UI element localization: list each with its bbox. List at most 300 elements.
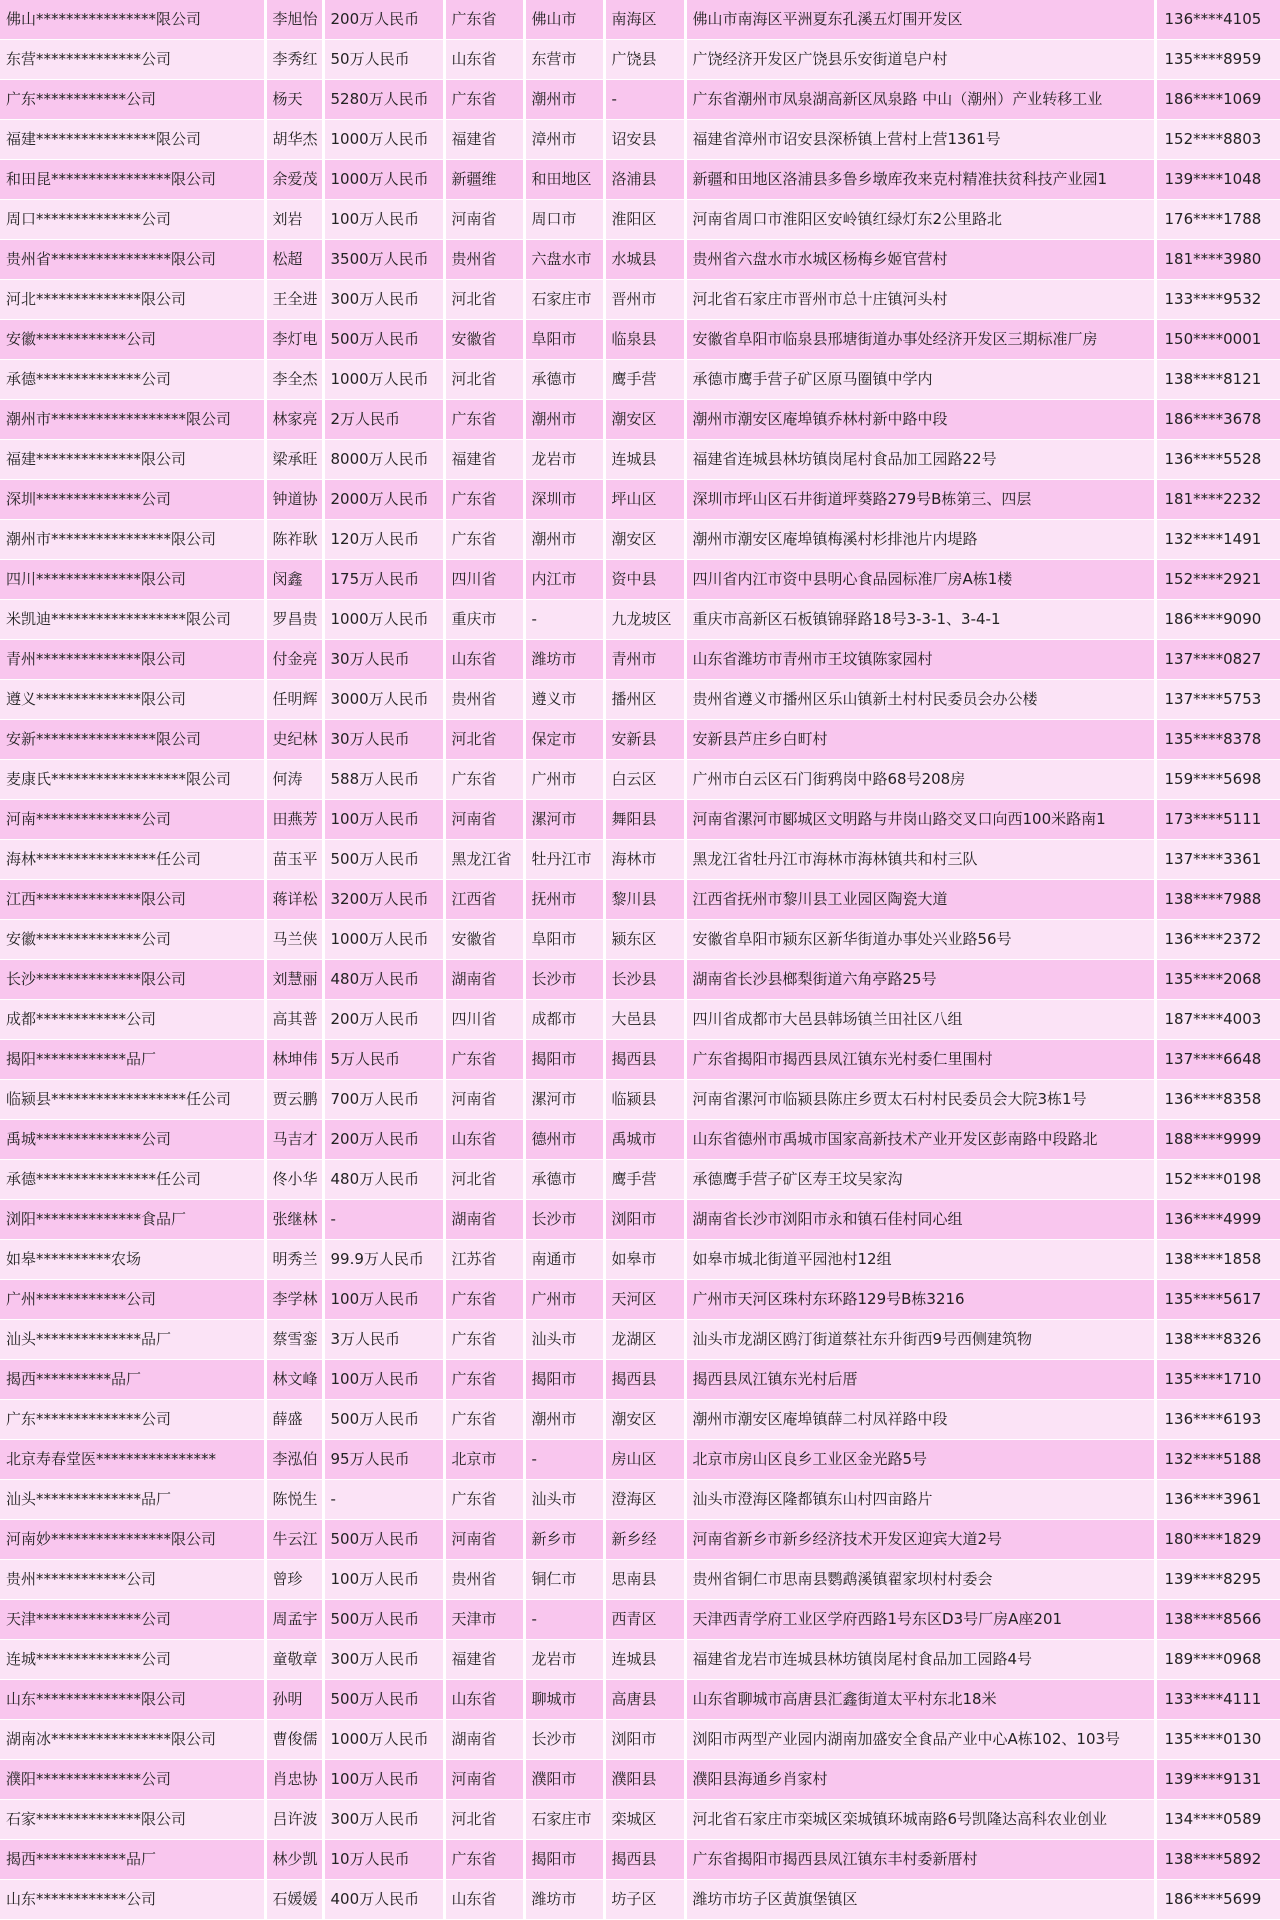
- table-row: [0, 280, 1280, 320]
- phone-cell: 186****5699: [1155, 1880, 1280, 1920]
- phone-cell: 150****0001: [1155, 320, 1280, 360]
- registered-capital-cell: 1000万人民币: [323, 1720, 444, 1760]
- company-name-cell: 汕头**************品厂: [0, 1480, 265, 1520]
- district-cell: 九龙坡区: [604, 600, 685, 640]
- legal-person-cell: 林文峰: [265, 1360, 323, 1400]
- district-cell: 舞阳县: [604, 800, 685, 840]
- city-cell: 承德市: [524, 1160, 604, 1200]
- city-cell: 长沙市: [524, 1200, 604, 1240]
- phone-cell: 136****3961: [1155, 1480, 1280, 1520]
- city-cell: 揭阳市: [524, 1360, 604, 1400]
- district-cell: 白云区: [604, 760, 685, 800]
- legal-person-cell: 高其普: [265, 1000, 323, 1040]
- city-cell: 保定市: [524, 720, 604, 760]
- city-cell: 新乡市: [524, 1520, 604, 1560]
- province-cell: 广东省: [444, 400, 524, 440]
- district-cell: 浏阳市: [604, 1200, 685, 1240]
- address-cell: 广州市天河区珠村东环路129号B栋3216: [685, 1280, 1155, 1320]
- registered-capital-cell: 700万人民币: [323, 1080, 444, 1120]
- legal-person-cell: 曾珍: [265, 1560, 323, 1600]
- province-cell: 重庆市: [444, 600, 524, 640]
- address-cell: 汕头市澄海区隆都镇东山村四亩路片: [685, 1480, 1155, 1520]
- address-cell: 安徽省阜阳市临泉县邢塘街道办事处经济开发区三期标准厂房: [685, 320, 1155, 360]
- address-cell: 河南省新乡市新乡经济技术开发区迎宾大道2号: [685, 1520, 1155, 1560]
- table-row: [0, 0, 1280, 40]
- legal-person-cell: 松超: [265, 240, 323, 280]
- city-cell: -: [524, 1440, 604, 1480]
- phone-cell: 173****5111: [1155, 800, 1280, 840]
- address-cell: 贵州省遵义市播州区乐山镇新土村村民委员会办公楼: [685, 680, 1155, 720]
- district-cell: 天河区: [604, 1280, 685, 1320]
- address-cell: 湖南省长沙市浏阳市永和镇石佳村同心组: [685, 1200, 1155, 1240]
- phone-cell: 138****5892: [1155, 1840, 1280, 1880]
- phone-cell: 152****8803: [1155, 120, 1280, 160]
- district-cell: -: [604, 80, 685, 120]
- company-name-cell: 山东**************限公司: [0, 1680, 265, 1720]
- legal-person-cell: 苗玉平: [265, 840, 323, 880]
- registered-capital-cell: 300万人民币: [323, 1800, 444, 1840]
- table-row: [0, 1360, 1280, 1400]
- address-cell: 四川省内江市资中县明心食品园标准厂房A栋1楼: [685, 560, 1155, 600]
- district-cell: 海林市: [604, 840, 685, 880]
- legal-person-cell: 刘慧丽: [265, 960, 323, 1000]
- company-name-cell: 湖南冰****************限公司: [0, 1720, 265, 1760]
- company-name-cell: 福建****************限公司: [0, 120, 265, 160]
- company-name-cell: 禹城**************公司: [0, 1120, 265, 1160]
- phone-cell: 133****9532: [1155, 280, 1280, 320]
- company-name-cell: 佛山****************限公司: [0, 0, 265, 40]
- company-name-cell: 濮阳**************公司: [0, 1760, 265, 1800]
- phone-cell: 138****7988: [1155, 880, 1280, 920]
- legal-person-cell: 钟道协: [265, 480, 323, 520]
- province-cell: 江苏省: [444, 1240, 524, 1280]
- registered-capital-cell: 175万人民币: [323, 560, 444, 600]
- legal-person-cell: 任明辉: [265, 680, 323, 720]
- city-cell: 阜阳市: [524, 320, 604, 360]
- phone-cell: 133****4111: [1155, 1680, 1280, 1720]
- province-cell: 湖南省: [444, 960, 524, 1000]
- province-cell: 广东省: [444, 1040, 524, 1080]
- province-cell: 安徽省: [444, 320, 524, 360]
- city-cell: 抚州市: [524, 880, 604, 920]
- phone-cell: 136****4999: [1155, 1200, 1280, 1240]
- province-cell: 河南省: [444, 1080, 524, 1120]
- company-name-cell: 长沙**************限公司: [0, 960, 265, 1000]
- company-name-cell: 如皋**********农场: [0, 1240, 265, 1280]
- company-name-cell: 承德**************公司: [0, 360, 265, 400]
- phone-cell: 137****5753: [1155, 680, 1280, 720]
- address-cell: 江西省抚州市黎川县工业园区陶瓷大道: [685, 880, 1155, 920]
- phone-cell: 135****2068: [1155, 960, 1280, 1000]
- table-row: [0, 360, 1280, 400]
- table-row: [0, 1400, 1280, 1440]
- province-cell: 广东省: [444, 1480, 524, 1520]
- city-cell: 汕头市: [524, 1480, 604, 1520]
- company-name-cell: 承德****************任公司: [0, 1160, 265, 1200]
- phone-cell: 159****5698: [1155, 760, 1280, 800]
- legal-person-cell: 牛云江: [265, 1520, 323, 1560]
- registered-capital-cell: 500万人民币: [323, 1520, 444, 1560]
- address-cell: 广东省揭阳市揭西县凤江镇东丰村委新厝村: [685, 1840, 1155, 1880]
- district-cell: 澄海区: [604, 1480, 685, 1520]
- province-cell: 河北省: [444, 280, 524, 320]
- phone-cell: 139****1048: [1155, 160, 1280, 200]
- city-cell: 铜仁市: [524, 1560, 604, 1600]
- registered-capital-cell: 120万人民币: [323, 520, 444, 560]
- province-cell: 江西省: [444, 880, 524, 920]
- district-cell: 黎川县: [604, 880, 685, 920]
- registered-capital-cell: 5280万人民币: [323, 80, 444, 120]
- registered-capital-cell: 400万人民币: [323, 1880, 444, 1920]
- address-cell: 河南省漯河市郾城区文明路与井岗山路交叉口向西100米路南1: [685, 800, 1155, 840]
- company-name-cell: 北京寿春堂医****************: [0, 1440, 265, 1480]
- province-cell: 福建省: [444, 440, 524, 480]
- district-cell: 安新县: [604, 720, 685, 760]
- legal-person-cell: 付金亮: [265, 640, 323, 680]
- company-name-cell: 潮州市******************限公司: [0, 400, 265, 440]
- phone-cell: 137****6648: [1155, 1040, 1280, 1080]
- province-cell: 广东省: [444, 1400, 524, 1440]
- legal-person-cell: 马吉才: [265, 1120, 323, 1160]
- province-cell: 安徽省: [444, 920, 524, 960]
- legal-person-cell: 林少凯: [265, 1840, 323, 1880]
- registered-capital-cell: 1000万人民币: [323, 600, 444, 640]
- phone-cell: 136****8358: [1155, 1080, 1280, 1120]
- district-cell: 高唐县: [604, 1680, 685, 1720]
- company-name-cell: 浏阳**************食品厂: [0, 1200, 265, 1240]
- table-row: [0, 480, 1280, 520]
- table-row: [0, 760, 1280, 800]
- company-name-cell: 深圳**************公司: [0, 480, 265, 520]
- table-row: [0, 1800, 1280, 1840]
- phone-cell: 135****1710: [1155, 1360, 1280, 1400]
- company-name-cell: 临颍县******************任公司: [0, 1080, 265, 1120]
- address-cell: 安新县芦庄乡白町村: [685, 720, 1155, 760]
- city-cell: 广州市: [524, 760, 604, 800]
- address-cell: 湖南省长沙县榔梨街道六角亭路25号: [685, 960, 1155, 1000]
- address-cell: 福建省连城县林坊镇岗尾村食品加工园路22号: [685, 440, 1155, 480]
- address-cell: 濮阳县海通乡肖家村: [685, 1760, 1155, 1800]
- address-cell: 深圳市坪山区石井街道坪葵路279号B栋第三、四层: [685, 480, 1155, 520]
- district-cell: 鹰手营: [604, 1160, 685, 1200]
- city-cell: 牡丹江市: [524, 840, 604, 880]
- registered-capital-cell: 100万人民币: [323, 1560, 444, 1600]
- company-name-cell: 米凯迪******************限公司: [0, 600, 265, 640]
- address-cell: 潮州市潮安区庵埠镇梅溪村杉排池片内堤路: [685, 520, 1155, 560]
- phone-cell: 181****2232: [1155, 480, 1280, 520]
- registered-capital-cell: 30万人民币: [323, 640, 444, 680]
- phone-cell: 138****8566: [1155, 1600, 1280, 1640]
- district-cell: 潮安区: [604, 1400, 685, 1440]
- legal-person-cell: 蒋详松: [265, 880, 323, 920]
- province-cell: 福建省: [444, 120, 524, 160]
- table-row: [0, 200, 1280, 240]
- table-row: [0, 880, 1280, 920]
- phone-cell: 186****3678: [1155, 400, 1280, 440]
- address-cell: 浏阳市两型产业园内湖南加盛安全食品产业中心A栋102、103号: [685, 1720, 1155, 1760]
- company-name-cell: 贵州************公司: [0, 1560, 265, 1600]
- legal-person-cell: 刘岩: [265, 200, 323, 240]
- district-cell: 颍东区: [604, 920, 685, 960]
- phone-cell: 152****0198: [1155, 1160, 1280, 1200]
- phone-cell: 135****0130: [1155, 1720, 1280, 1760]
- table-row: [0, 1000, 1280, 1040]
- province-cell: 福建省: [444, 1640, 524, 1680]
- phone-cell: 181****3980: [1155, 240, 1280, 280]
- legal-person-cell: 李秀红: [265, 40, 323, 80]
- registered-capital-cell: 1000万人民币: [323, 160, 444, 200]
- address-cell: 山东省聊城市高唐县汇鑫街道太平村东北18米: [685, 1680, 1155, 1720]
- table-row: [0, 840, 1280, 880]
- company-name-cell: 揭西**********品厂: [0, 1360, 265, 1400]
- table-row: [0, 1200, 1280, 1240]
- legal-person-cell: 吕许波: [265, 1800, 323, 1840]
- table-row: [0, 1280, 1280, 1320]
- address-cell: 广东省潮州市凤泉湖高新区凤泉路 中山（潮州）产业转移工业: [685, 80, 1155, 120]
- province-cell: 四川省: [444, 560, 524, 600]
- address-cell: 福建省龙岩市连城县林坊镇岗尾村食品加工园路4号: [685, 1640, 1155, 1680]
- city-cell: 阜阳市: [524, 920, 604, 960]
- phone-cell: 186****1069: [1155, 80, 1280, 120]
- legal-person-cell: 胡华杰: [265, 120, 323, 160]
- address-cell: 山东省潍坊市青州市王坟镇陈家园村: [685, 640, 1155, 680]
- city-cell: 广州市: [524, 1280, 604, 1320]
- table-row: [0, 240, 1280, 280]
- address-cell: 山东省德州市禹城市国家高新技术产业开发区彭南路中段路北: [685, 1120, 1155, 1160]
- table-row: [0, 1640, 1280, 1680]
- district-cell: 临颍县: [604, 1080, 685, 1120]
- table-row: [0, 640, 1280, 680]
- company-name-cell: 山东************公司: [0, 1880, 265, 1920]
- table-row: [0, 80, 1280, 120]
- legal-person-cell: 贾云鹏: [265, 1080, 323, 1120]
- registered-capital-cell: 10万人民币: [323, 1840, 444, 1880]
- registered-capital-cell: 100万人民币: [323, 800, 444, 840]
- company-name-cell: 安徽************公司: [0, 320, 265, 360]
- registered-capital-cell: 5万人民币: [323, 1040, 444, 1080]
- company-name-cell: 安徽**************公司: [0, 920, 265, 960]
- province-cell: 贵州省: [444, 680, 524, 720]
- table-row: [0, 1680, 1280, 1720]
- district-cell: 晋州市: [604, 280, 685, 320]
- table-row: [0, 1160, 1280, 1200]
- phone-cell: 136****6193: [1155, 1400, 1280, 1440]
- table-row: [0, 400, 1280, 440]
- phone-cell: 189****0968: [1155, 1640, 1280, 1680]
- registered-capital-cell: 3万人民币: [323, 1320, 444, 1360]
- address-cell: 安徽省阜阳市颍东区新华街道办事处兴业路56号: [685, 920, 1155, 960]
- province-cell: 广东省: [444, 0, 524, 40]
- phone-cell: 138****8121: [1155, 360, 1280, 400]
- phone-cell: 134****0589: [1155, 1800, 1280, 1840]
- legal-person-cell: 闵鑫: [265, 560, 323, 600]
- city-cell: -: [524, 1600, 604, 1640]
- table-row: [0, 800, 1280, 840]
- phone-cell: 135****8959: [1155, 40, 1280, 80]
- district-cell: 揭西县: [604, 1040, 685, 1080]
- city-cell: 龙岩市: [524, 1640, 604, 1680]
- city-cell: 潮州市: [524, 520, 604, 560]
- phone-cell: 187****4003: [1155, 1000, 1280, 1040]
- registered-capital-cell: 1000万人民币: [323, 120, 444, 160]
- address-cell: 广饶经济开发区广饶县乐安街道皂户村: [685, 40, 1155, 80]
- phone-cell: 137****3361: [1155, 840, 1280, 880]
- city-cell: 揭阳市: [524, 1840, 604, 1880]
- company-name-cell: 河南妙****************限公司: [0, 1520, 265, 1560]
- company-name-cell: 和田昆****************限公司: [0, 160, 265, 200]
- district-cell: 诏安县: [604, 120, 685, 160]
- phone-cell: 152****2921: [1155, 560, 1280, 600]
- province-cell: 山东省: [444, 1120, 524, 1160]
- table-row: [0, 1880, 1280, 1920]
- legal-person-cell: 童敬章: [265, 1640, 323, 1680]
- table-row: [0, 1240, 1280, 1280]
- province-cell: 河南省: [444, 1520, 524, 1560]
- legal-person-cell: 王全进: [265, 280, 323, 320]
- province-cell: 山东省: [444, 40, 524, 80]
- province-cell: 天津市: [444, 1600, 524, 1640]
- province-cell: 山东省: [444, 1880, 524, 1920]
- address-cell: 广州市白云区石门街鸦岗中路68号208房: [685, 760, 1155, 800]
- registered-capital-cell: 500万人民币: [323, 1680, 444, 1720]
- legal-person-cell: 李旭怡: [265, 0, 323, 40]
- table-row: [0, 920, 1280, 960]
- address-cell: 福建省漳州市诏安县深桥镇上营村上营1361号: [685, 120, 1155, 160]
- address-cell: 河南省周口市淮阳区安岭镇红绿灯东2公里路北: [685, 200, 1155, 240]
- legal-person-cell: 陈悦生: [265, 1480, 323, 1520]
- legal-person-cell: 明秀兰: [265, 1240, 323, 1280]
- legal-person-cell: 余爱茂: [265, 160, 323, 200]
- phone-cell: 180****1829: [1155, 1520, 1280, 1560]
- phone-cell: 135****8378: [1155, 720, 1280, 760]
- legal-person-cell: 张继林: [265, 1200, 323, 1240]
- table-row: [0, 960, 1280, 1000]
- registered-capital-cell: 99.9万人民币: [323, 1240, 444, 1280]
- address-cell: 四川省成都市大邑县韩场镇兰田社区八组: [685, 1000, 1155, 1040]
- district-cell: 广饶县: [604, 40, 685, 80]
- city-cell: 德州市: [524, 1120, 604, 1160]
- address-cell: 佛山市南海区平洲夏东孔溪五灯围开发区: [685, 0, 1155, 40]
- city-cell: 深圳市: [524, 480, 604, 520]
- company-name-cell: 揭西************品厂: [0, 1840, 265, 1880]
- registered-capital-cell: 480万人民币: [323, 1160, 444, 1200]
- address-cell: 汕头市龙湖区鸥汀街道蔡社东升街西9号西侧建筑物: [685, 1320, 1155, 1360]
- province-cell: 新疆维: [444, 160, 524, 200]
- legal-person-cell: 薛盛: [265, 1400, 323, 1440]
- phone-cell: 136****4105: [1155, 0, 1280, 40]
- company-name-cell: 东营**************公司: [0, 40, 265, 80]
- company-name-cell: 四川**************限公司: [0, 560, 265, 600]
- legal-person-cell: 曹俊儒: [265, 1720, 323, 1760]
- company-name-cell: 连城**************公司: [0, 1640, 265, 1680]
- table-row: [0, 600, 1280, 640]
- company-name-cell: 成都************公司: [0, 1000, 265, 1040]
- registered-capital-cell: 3500万人民币: [323, 240, 444, 280]
- district-cell: 禹城市: [604, 1120, 685, 1160]
- district-cell: 如皋市: [604, 1240, 685, 1280]
- legal-person-cell: 李灯电: [265, 320, 323, 360]
- phone-cell: 139****8295: [1155, 1560, 1280, 1600]
- legal-person-cell: 林坤伟: [265, 1040, 323, 1080]
- district-cell: 龙湖区: [604, 1320, 685, 1360]
- registered-capital-cell: -: [323, 1200, 444, 1240]
- address-cell: 河南省漯河市临颍县陈庄乡贾太石村村民委员会大院3栋1号: [685, 1080, 1155, 1120]
- legal-person-cell: 肖忠协: [265, 1760, 323, 1800]
- phone-cell: 176****1788: [1155, 200, 1280, 240]
- address-cell: 重庆市高新区石板镇锦驿路18号3-3-1、3-4-1: [685, 600, 1155, 640]
- city-cell: 漯河市: [524, 800, 604, 840]
- district-cell: 揭西县: [604, 1840, 685, 1880]
- legal-person-cell: 田燕芳: [265, 800, 323, 840]
- company-name-cell: 广东**************公司: [0, 1400, 265, 1440]
- company-name-cell: 周口**************公司: [0, 200, 265, 240]
- city-cell: 潮州市: [524, 80, 604, 120]
- legal-person-cell: 梁承旺: [265, 440, 323, 480]
- city-cell: 内江市: [524, 560, 604, 600]
- city-cell: 石家庄市: [524, 280, 604, 320]
- province-cell: 广东省: [444, 480, 524, 520]
- address-cell: 如皋市城北街道平园池村12组: [685, 1240, 1155, 1280]
- company-name-cell: 江西**************限公司: [0, 880, 265, 920]
- registered-capital-cell: 1000万人民币: [323, 360, 444, 400]
- city-cell: 潮州市: [524, 1400, 604, 1440]
- legal-person-cell: 林家亮: [265, 400, 323, 440]
- table-row: [0, 1480, 1280, 1520]
- province-cell: 广东省: [444, 1360, 524, 1400]
- district-cell: 淮阳区: [604, 200, 685, 240]
- district-cell: 潮安区: [604, 520, 685, 560]
- legal-person-cell: 蔡雪銮: [265, 1320, 323, 1360]
- company-name-cell: 石家**************限公司: [0, 1800, 265, 1840]
- province-cell: 河南省: [444, 800, 524, 840]
- registered-capital-cell: 480万人民币: [323, 960, 444, 1000]
- address-cell: 贵州省铜仁市思南县鹦鹉溪镇翟家坝村村委会: [685, 1560, 1155, 1600]
- legal-person-cell: 何涛: [265, 760, 323, 800]
- registered-capital-cell: 200万人民币: [323, 0, 444, 40]
- address-cell: 承德市鹰手营子矿区原马圈镇中学内: [685, 360, 1155, 400]
- table-row: [0, 1720, 1280, 1760]
- registered-capital-cell: 100万人民币: [323, 200, 444, 240]
- address-cell: 黑龙江省牡丹江市海林市海林镇共和村三队: [685, 840, 1155, 880]
- company-name-cell: 福建**************限公司: [0, 440, 265, 480]
- registered-capital-cell: -: [323, 1480, 444, 1520]
- company-name-cell: 安新****************限公司: [0, 720, 265, 760]
- city-cell: 长沙市: [524, 1720, 604, 1760]
- district-cell: 房山区: [604, 1440, 685, 1480]
- registered-capital-cell: 300万人民币: [323, 280, 444, 320]
- province-cell: 河北省: [444, 1160, 524, 1200]
- city-cell: 南通市: [524, 1240, 604, 1280]
- district-cell: 洛浦县: [604, 160, 685, 200]
- table-row: [0, 320, 1280, 360]
- address-cell: 天津西青学府工业区学府西路1号东区D3号厂房A座201: [685, 1600, 1155, 1640]
- company-name-cell: 揭阳************品厂: [0, 1040, 265, 1080]
- province-cell: 广东省: [444, 520, 524, 560]
- district-cell: 鹰手营: [604, 360, 685, 400]
- address-cell: 潍坊市坊子区黄旗堡镇区: [685, 1880, 1155, 1920]
- address-cell: 潮州市潮安区庵埠镇乔林村新中路中段: [685, 400, 1155, 440]
- registered-capital-cell: 3200万人民币: [323, 880, 444, 920]
- province-cell: 山东省: [444, 1680, 524, 1720]
- table-row: [0, 40, 1280, 80]
- city-cell: 濮阳市: [524, 1760, 604, 1800]
- phone-cell: 137****0827: [1155, 640, 1280, 680]
- city-cell: 聊城市: [524, 1680, 604, 1720]
- city-cell: 汕头市: [524, 1320, 604, 1360]
- province-cell: 贵州省: [444, 240, 524, 280]
- city-cell: -: [524, 600, 604, 640]
- phone-cell: 139****9131: [1155, 1760, 1280, 1800]
